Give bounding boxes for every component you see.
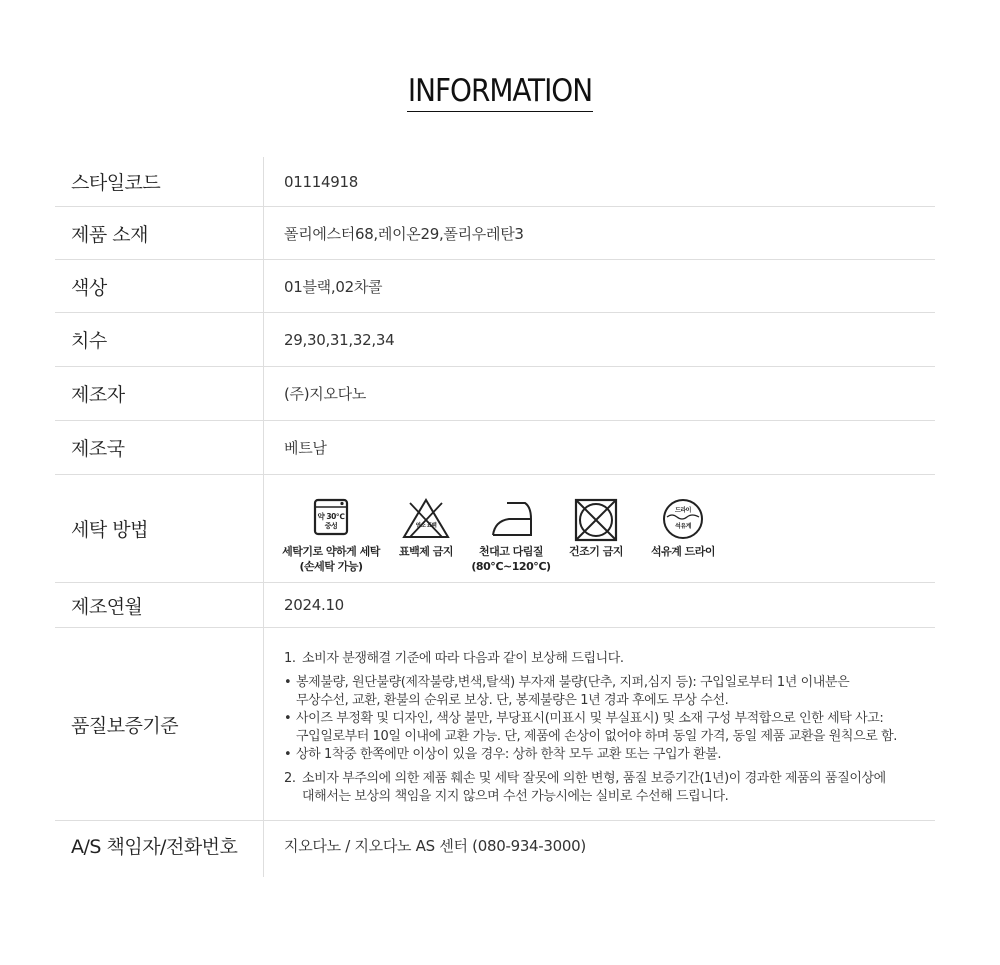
- dryclean-top-text: 드라이: [675, 507, 691, 514]
- item-line: 대해서는 보상의 책임을 지지 않으며 수선 가능시에는 실비로 수선해 드립니다.: [302, 789, 729, 804]
- no-tumble-dry-icon: [573, 497, 619, 543]
- item-mark: •: [284, 675, 292, 690]
- row-style-code: [55, 157, 935, 207]
- care-label: 석유계 드라이: [650, 545, 716, 558]
- item-line: 사이즈 부정확 및 디자인, 색상 불만, 부당표시(미표시 및 부실표시) 및 소재 구성 부적합으로 인한 세탁 사고:: [296, 711, 884, 726]
- bleach-inner-text: 염소 표백: [415, 523, 437, 529]
- no-bleach-icon: [400, 497, 452, 541]
- item-line: 소비자 분쟁해결 기준에 따라 다음과 같이 보상해 드립니다.: [302, 651, 624, 666]
- quality-item: [284, 650, 897, 668]
- care-item-bleach: [393, 497, 459, 559]
- row-value: 01블랙,02차콜: [284, 277, 383, 296]
- row-label: A/S 책임자/전화번호: [71, 836, 238, 858]
- care-item-dryclean: [641, 497, 725, 559]
- quality-item: [284, 770, 897, 806]
- item-mark: •: [284, 747, 292, 762]
- care-sublabel: (80℃~120℃): [471, 560, 551, 573]
- item-line: 소비자 부주의에 의한 제품 훼손 및 세탁 잘못에 의한 변형, 품질 보증기간(1년)이 경과한 제품의 품질이상에: [302, 771, 886, 786]
- care-item-wash: [279, 497, 383, 574]
- item-line: 봉제불량, 원단불량(제작불량,변색,탈색) 부자재 불량(단추, 지퍼,심지 등): 구입일로부터 1년 이내분은: [296, 675, 850, 690]
- row-label: 제조연월: [71, 595, 143, 618]
- row-color: [55, 260, 935, 313]
- dry-clean-icon: [661, 497, 705, 541]
- row-quality: [55, 628, 935, 821]
- info-table: [55, 157, 935, 870]
- row-date: [55, 583, 935, 628]
- row-value: 지오다노 / 지오다노 AS 센터 (080-934-3000): [284, 837, 586, 855]
- row-label: 제품 소재: [71, 223, 148, 246]
- care-item-dryer: [563, 497, 629, 559]
- wash-temp-text: 약 30℃: [317, 512, 345, 521]
- care-sublabel: (손세탁 가능): [299, 560, 363, 573]
- care-label: 건조기 금지: [569, 545, 623, 558]
- row-washing: [55, 475, 935, 583]
- row-country: [55, 421, 935, 475]
- row-size: [55, 313, 935, 367]
- row-value: 폴리에스터68,레이온29,폴리우레탄3: [284, 224, 524, 243]
- quality-item: [284, 710, 897, 746]
- dryclean-bottom-text: 석유계: [675, 523, 691, 530]
- item-line: 무상수선, 교환, 환불의 순위로 보상. 단, 봉제불량은 1년 경과 후에도 무상 수선.: [296, 693, 729, 708]
- row-value: (주)지오다노: [284, 385, 367, 403]
- row-label: 치수: [71, 330, 107, 352]
- row-label: 스타일코드: [71, 172, 161, 194]
- row-label: 색상: [71, 276, 107, 299]
- row-manufacturer: [55, 367, 935, 421]
- item-mark: 1.: [284, 651, 296, 666]
- row-value: 01114918: [284, 172, 358, 191]
- care-label: 세탁기로 약하게 세탁: [282, 545, 380, 558]
- item-line: 상하 1착중 한쪽에만 이상이 있을 경우: 상하 한착 모두 교환 또는 구입가 환불.: [296, 747, 722, 762]
- row-as: [55, 821, 935, 870]
- care-label: 천대고 다림질: [478, 545, 544, 558]
- item-mark: •: [284, 711, 292, 726]
- row-label: 제조자: [71, 384, 125, 406]
- item-mark: 2.: [284, 771, 296, 786]
- row-value: 베트남: [284, 439, 327, 457]
- quality-item: [284, 674, 897, 710]
- row-value: 2024.10: [284, 596, 344, 614]
- row-value: 29,30,31,32,34: [284, 330, 395, 349]
- wash-neutral-text: 중성: [324, 522, 338, 530]
- care-label: 표백제 금지: [399, 545, 453, 558]
- wash-30-icon: [311, 497, 351, 537]
- page-title: INFORMATION: [407, 72, 593, 112]
- page-title-wrap: [0, 72, 1000, 112]
- quality-item: [284, 746, 897, 764]
- quality-text: [284, 650, 897, 806]
- row-label: 제조국: [71, 438, 125, 460]
- row-material: [55, 207, 935, 260]
- row-label: 품질보증기준: [71, 714, 179, 737]
- item-line: 구입일로부터 10일 이내에 교환 가능. 단, 제품에 손상이 없어야 하며 동일 가격, 동일 제품 교환을 원칙으로 함.: [296, 729, 898, 744]
- iron-icon: [487, 497, 535, 541]
- row-label: 세탁 방법: [71, 519, 148, 541]
- care-item-iron: [471, 497, 551, 574]
